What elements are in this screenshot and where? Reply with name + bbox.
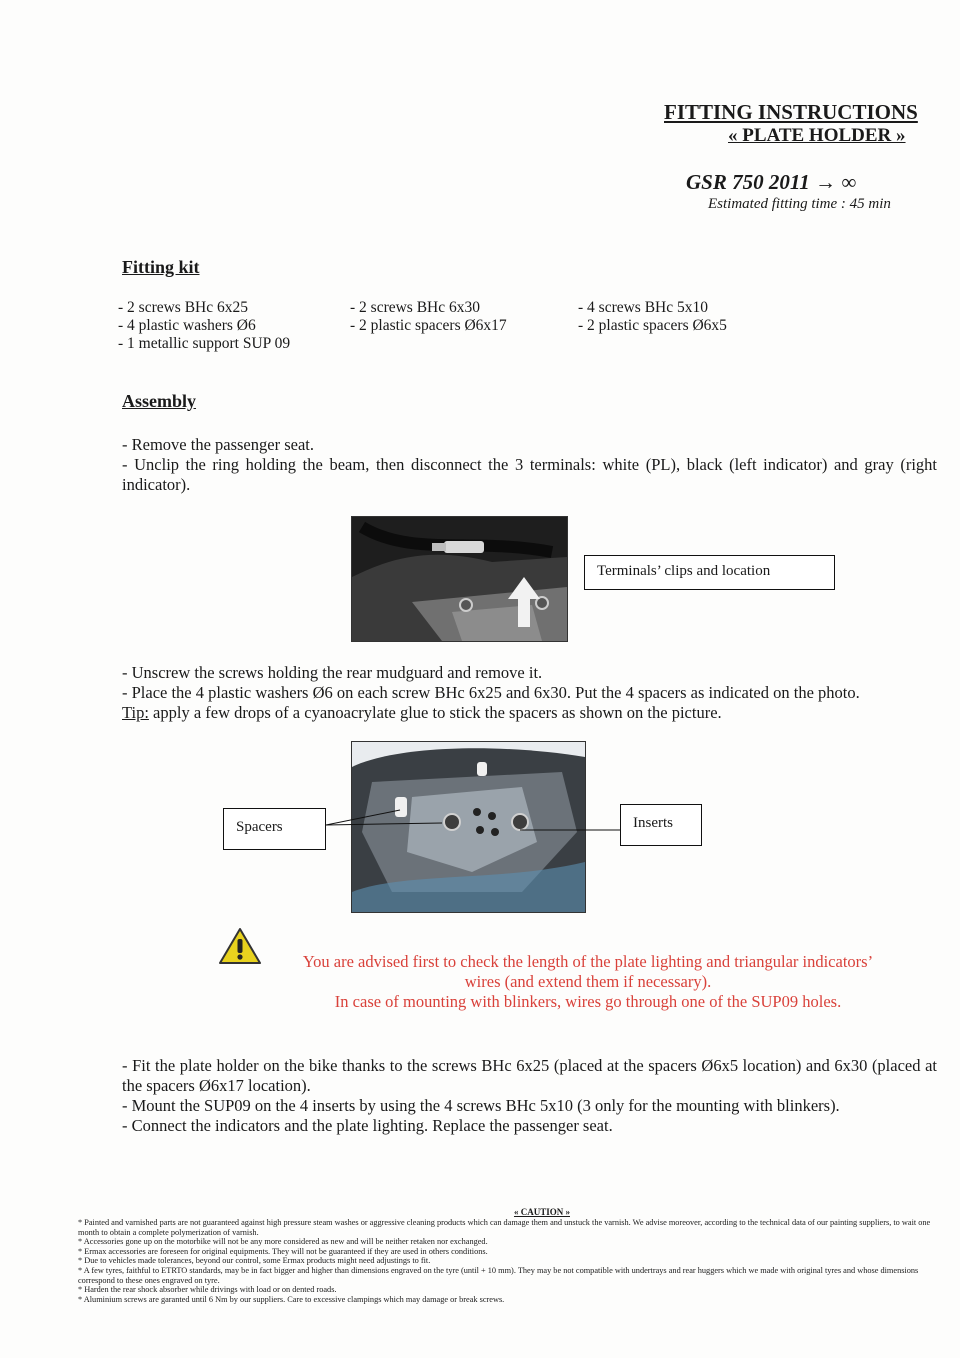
kit-item: - 4 screws BHc 5x10: [578, 299, 709, 316]
assembly-step: - Unscrew the screws holding the rear mudguard and remove it.: [122, 663, 543, 682]
warning-icon: [218, 926, 262, 966]
terminals-photo-image: [352, 517, 567, 641]
caution-list: [78, 1218, 953, 1304]
warning-line: wires (and extend them if necessary).: [464, 972, 712, 991]
inserts-callout: Inserts: [620, 804, 702, 846]
estimated-time: Estimated fitting time : 45 min: [708, 196, 891, 212]
kit-item: - 1 metallic support SUP 09: [118, 335, 291, 352]
assembly-step: - Connect the indicators and the plate lighting. Replace the passenger seat.: [122, 1116, 613, 1135]
assembly-step: - Remove the passenger seat.: [122, 435, 314, 454]
kit-item: - 2 plastic spacers Ø6x5: [578, 317, 727, 334]
assembly-heading: Assembly: [122, 391, 197, 411]
assembly-steps-b: [122, 663, 937, 723]
tip-label: Tip:: [122, 703, 149, 722]
assembly-step: - Unclip the ring holding the beam, then disconnect the 3 terminals: white (PL), black (left indicator) and gray (right indicator).: [122, 455, 937, 494]
warning-line: In case of mounting with blinkers, wires go through one of the SUP09 holes.: [334, 992, 842, 1011]
caution-title: « CAUTION »: [513, 1207, 570, 1217]
terminals-photo: [351, 516, 568, 642]
terminals-callout: Terminals’ clips and location: [584, 555, 835, 590]
assembly-step: - Place the 4 plastic washers Ø6 on each screw BHc 6x25 and 6x30. Put the 4 spacers as indicated on the photo.: [122, 683, 860, 702]
assembly-step: - Mount the SUP09 on the 4 inserts by using the 4 screws BHc 5x10 (3 only for the mounting with blinkers).: [122, 1096, 840, 1115]
kit-column-2: [350, 299, 507, 335]
caution-item: * Aluminium screws are garanted until 6 Nm by our suppliers. Care to excessive clampings which may damage or break screws.: [78, 1294, 505, 1304]
fitting-kit-heading: Fitting kit: [122, 257, 200, 277]
caution-item: * A few tyres, faithful to ETRTO standards, may be in fact bigger and higher than dimensions engraved on the tyre (until + 10 mm). They may be not compatible with undertrays and rear huggers which we made with original tyres and whose dimensions correspond to these ones engraved on tyre.: [78, 1265, 919, 1285]
assembly-step: - Fit the plate holder on the bike thanks to the screws BHc 6x25 (placed at the spacers Ø6x5 location) and 6x30 (placed at the spacers Ø6x17 location).: [122, 1056, 937, 1095]
caution-item: * Harden the rear shock absorber while drivings with load or on dented roads.: [78, 1285, 337, 1295]
caution-item: * Due to vehicles made tolerances, beyond our control, some Ermax products might need adjustings to fit.: [78, 1256, 431, 1266]
warning-text: [268, 952, 908, 1012]
assembly-steps-a: [122, 435, 937, 495]
assembly-tip: [122, 703, 937, 723]
callout-leader-lines: [320, 805, 625, 845]
kit-item: - 2 plastic spacers Ø6x17: [350, 317, 507, 334]
document-subtitle: « PLATE HOLDER »: [728, 125, 906, 146]
tip-text: apply a few drops of a cyanoacrylate glue to stick the spacers as shown on the picture.: [148, 703, 722, 722]
kit-column-3: [578, 299, 727, 335]
warning-line: You are advised first to check the length of the plate lighting and triangular indicators’: [302, 952, 874, 971]
model-name: GSR 750 2011 → ∞: [686, 170, 857, 194]
assembly-steps-c: [122, 1056, 937, 1136]
document-title: FITTING INSTRUCTIONS: [664, 100, 918, 124]
kit-item: - 4 plastic washers Ø6: [118, 317, 256, 334]
caution-item: * Accessories gone up on the motorbike will not be any more considered as new and will be neither retaken nor exchanged.: [78, 1237, 488, 1247]
caution-item: * Painted and varnished parts are not guaranteed against high pressure steam washes or aggressive cleaning products which can damage them and unstuck the varnish. We advise moreover, according to the technical data of our painting suppliers, to wait one month to obtain a complete polymerization of varnish.: [78, 1218, 931, 1237]
kit-column-1: [118, 299, 290, 353]
kit-item: - 2 screws BHc 6x30: [350, 299, 481, 316]
caution-item: * Ermax accessories are foreseen for original equipments. They will not be guaranteed if they are used in others conditions.: [78, 1246, 488, 1256]
kit-item: - 2 screws BHc 6x25: [118, 299, 249, 316]
spacers-callout: Spacers: [223, 808, 326, 850]
